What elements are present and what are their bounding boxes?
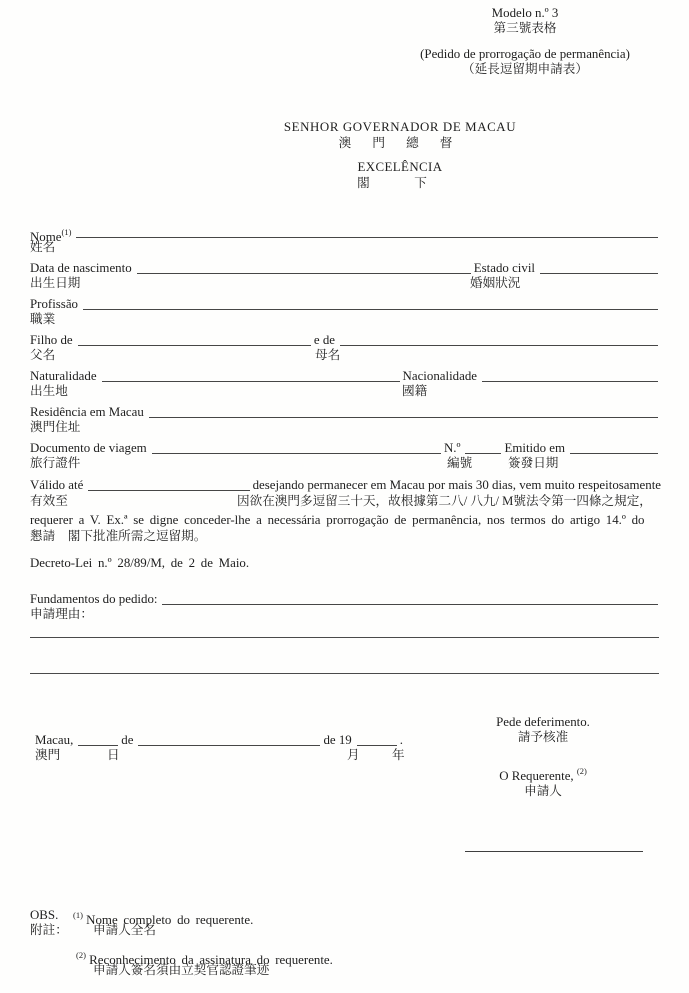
month-blank-line — [138, 733, 320, 746]
requerente-block — [468, 764, 618, 799]
field-nome — [30, 225, 661, 257]
fundamentos-label-zh: 申請理由： — [30, 607, 93, 621]
numero-blank-line — [465, 441, 501, 454]
governor-line-zh: 澳 門 總 督 — [338, 136, 462, 150]
valido-ate-label: Válido até — [30, 478, 84, 492]
residencia-blank-line — [149, 405, 658, 418]
obs-label: OBS. — [30, 908, 59, 922]
day-label-zh: 日 — [107, 748, 120, 762]
numero-label-zh: 編號 — [447, 456, 473, 470]
de-19-label: de 19 — [323, 733, 352, 747]
paragraph-line1: desejando permanecer em Macau por mais 30 dias, vem muito respeitosamente — [252, 478, 661, 492]
estado-civil-label: Estado civil — [473, 261, 535, 275]
e-de-label: e de — [313, 333, 335, 347]
field-fundamentos — [30, 592, 661, 624]
fundamentos-blank-line — [162, 592, 658, 605]
documento-blank-line — [152, 441, 441, 454]
residencia-label: Residência em Macau — [30, 405, 144, 419]
form-subtitle: (Pedido de prorrogação de permanência) — [420, 47, 630, 61]
footnotes-block — [30, 908, 650, 988]
valido-ate-label-zh: 有效至 — [30, 494, 68, 508]
field-filho-de — [30, 333, 661, 365]
form-header — [389, 6, 661, 77]
form-subtitle-zh: （延長逗留期申請表） — [462, 62, 588, 76]
residencia-label-zh: 澳門住址 — [30, 420, 81, 434]
addressee-block — [112, 120, 688, 191]
numero-label: N.º — [443, 441, 461, 455]
valido-ate-blank-line — [88, 478, 249, 491]
estado-civil-blank-line — [540, 261, 658, 274]
request-paragraph — [30, 478, 661, 571]
pede-deferimento-label-zh: 請予核准 — [517, 730, 569, 744]
blank-writing-line-1 — [30, 637, 659, 638]
date-line-period: . — [399, 733, 403, 747]
note1-line-zh: 申請人全名 — [93, 923, 156, 937]
nacionalidade-blank-line — [482, 369, 658, 382]
macau-label: Macau, — [35, 733, 74, 747]
requerente-footnote-marker: (2) — [576, 766, 587, 776]
excellency-line-zh: 閣 下 — [357, 176, 443, 190]
nome-label: Nome$^{(1)}$ — [30, 227, 72, 244]
documento-label-zh: 旅行證件 — [30, 456, 81, 470]
de-label-1: de — [121, 733, 134, 747]
nome-label-zh: 姓名 — [30, 240, 56, 254]
year-blank-line — [357, 733, 397, 746]
note1-marker: (1) — [73, 910, 83, 920]
signature-line — [465, 851, 643, 852]
filho-de-label: Filho de — [30, 333, 73, 347]
filho-de-blank-line — [78, 333, 311, 346]
field-profissao — [30, 297, 661, 329]
naturalidade-label-zh: 出生地 — [30, 384, 68, 398]
pede-deferimento-block — [468, 715, 618, 745]
field-residencia — [30, 405, 661, 437]
e-de-blank-line — [340, 333, 658, 346]
emitido-blank-line — [570, 441, 658, 454]
field-naturalidade-nacionalidade — [30, 369, 661, 401]
month-label-zh: 月 — [347, 748, 360, 762]
requerente-label: O Requerente, $^{(2)}$ — [499, 766, 587, 783]
estado-civil-label-zh: 婚姻狀況 — [470, 276, 521, 290]
date-line — [35, 733, 427, 765]
paragraph-line2-zh: 懇請 閣下批准所需之逗留期。 — [30, 529, 207, 543]
profissao-blank-line — [83, 297, 658, 310]
nome-footnote-marker: (1) — [61, 227, 72, 237]
e-de-label-zh: 母名 — [315, 348, 341, 362]
data-nascimento-label-zh: 出生日期 — [30, 276, 81, 290]
emitido-label: Emitido em — [504, 441, 565, 455]
emitido-label-zh: 簽發日期 — [508, 456, 559, 470]
profissao-label-zh: 職業 — [30, 312, 56, 326]
excellency-line: EXCELÊNCIA — [357, 160, 443, 174]
profissao-label: Profissão — [30, 297, 78, 311]
decreto-lei-line: Decreto-Lei n.º 28/89/M, de 2 de Maio. — [30, 556, 250, 570]
note2-line-zh: 申請人簽名須由立契官認證筆迹 — [93, 963, 270, 977]
paragraph-line2: requerer a V. Ex.ª se digne conceder-lhe a necessária prorrogação de permanência, nos termos do artigo 14.º do — [30, 513, 645, 527]
paragraph-line1-zh: 因欲在澳門多逗留三十天，故根據第二八/ 八九/ M號法令第一四條之規定， — [237, 494, 652, 508]
naturalidade-label: Naturalidade — [30, 369, 97, 383]
form-model-number-zh: 第三號表格 — [493, 21, 557, 35]
nome-blank-line — [76, 225, 658, 238]
nacionalidade-label: Nacionalidade — [402, 369, 477, 383]
naturalidade-blank-line — [102, 369, 400, 382]
fundamentos-label: Fundamentos do pedido: — [30, 592, 158, 606]
nacionalidade-label-zh: 國籍 — [402, 384, 428, 398]
requerente-label-zh: 申請人 — [524, 784, 562, 798]
documento-label: Documento de viagem — [30, 441, 147, 455]
note1-line: $^{(1)}$ Nome completo do requerente. — [73, 910, 254, 927]
obs-label-zh: 附註： — [30, 923, 68, 937]
day-blank-line — [78, 733, 118, 746]
year-label-zh: 年 — [392, 748, 405, 762]
note2-line: $^{(2)}$ Reconhecimento da assinatura do requerente. — [76, 950, 333, 967]
blank-writing-line-2 — [30, 673, 659, 674]
field-documento-viagem — [30, 441, 661, 473]
governor-line: SENHOR GOVERNADOR DE MACAU — [283, 120, 517, 134]
field-data-nascimento-estado-civil — [30, 261, 661, 293]
data-nascimento-blank-line — [137, 261, 471, 274]
pede-deferimento-label: Pede deferimento. — [496, 715, 590, 729]
note2-marker: (2) — [76, 950, 86, 960]
data-nascimento-label: Data de nascimento — [30, 261, 132, 275]
filho-de-label-zh: 父名 — [30, 348, 56, 362]
form-model-number: Modelo n.º 3 — [491, 6, 559, 20]
macau-label-zh: 澳門 — [35, 748, 61, 762]
